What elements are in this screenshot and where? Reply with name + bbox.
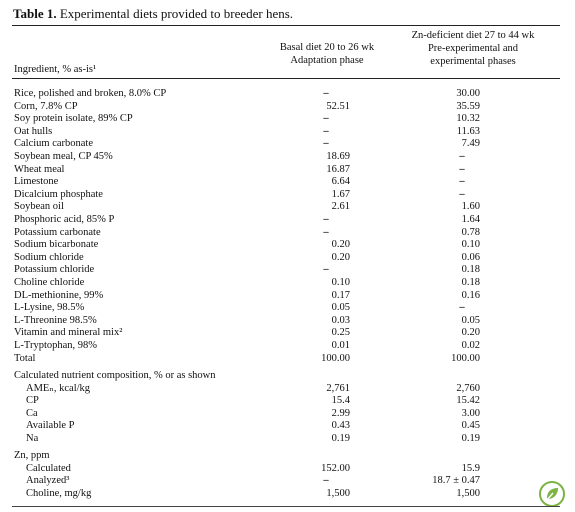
basal-column-header: Basal diet 20 to 26 wk Adaptation phase — [279, 42, 375, 66]
table-row — [0, 252, 575, 265]
row-label: Analyzed³ — [26, 475, 70, 487]
table-row — [0, 113, 575, 126]
table-row — [0, 408, 575, 421]
basal-value: 15.4 — [331, 395, 350, 407]
zn-value: 1.60 — [461, 201, 480, 213]
zn-value: 0.02 — [461, 340, 480, 351]
basal-value: 18.69 — [326, 151, 350, 162]
row-label: Rice, polished and broken, 8.0% CP — [14, 88, 167, 99]
row-label: Soybean oil — [14, 201, 64, 213]
table-row — [0, 353, 575, 366]
table-row — [0, 151, 575, 164]
table-row — [0, 214, 575, 227]
zn-value: 1.64 — [461, 214, 480, 225]
table-row — [0, 340, 575, 353]
basal-value: – — [323, 264, 329, 276]
row-label: Calculated — [26, 462, 71, 474]
zn-value: 0.16 — [461, 289, 480, 301]
zn-value: 0.19 — [461, 433, 480, 444]
zn-value: 30.00 — [456, 88, 480, 99]
basal-value: 100.00 — [321, 352, 350, 364]
leaf-badge-icon[interactable] — [539, 481, 565, 507]
row-label: AMEₙ, kcal/kg — [26, 382, 91, 394]
basal-value: 0.43 — [331, 420, 350, 432]
zn-value: 3.00 — [461, 407, 480, 419]
row-label: Potassium carbonate — [14, 226, 101, 238]
zn-value: 100.00 — [451, 352, 480, 364]
top-rule — [12, 25, 560, 26]
basal-value: – — [323, 226, 329, 238]
basal-value: – — [323, 138, 329, 150]
basal-value: – — [323, 113, 329, 125]
row-label: Calcium carbonate — [14, 138, 94, 150]
table-row — [0, 463, 575, 476]
zn-value: 1,500 — [456, 487, 480, 499]
row-label: Sodium bicarbonate — [14, 239, 99, 251]
row-label: Dicalcium phosphate — [14, 188, 103, 200]
basal-value: 6.64 — [331, 176, 350, 188]
table-row — [0, 227, 575, 240]
zn-value: 7.49 — [461, 138, 480, 150]
basal-value: 0.03 — [331, 314, 350, 326]
table-row — [0, 315, 575, 328]
basal-value: 0.25 — [331, 327, 350, 339]
zn-value: – — [459, 188, 465, 200]
zn-value: 0.06 — [461, 251, 480, 263]
basal-value: 1.67 — [331, 188, 350, 200]
table-row — [0, 488, 575, 501]
zn-value: 18.7 ± 0.47 — [432, 475, 480, 487]
basal-value: 2.61 — [331, 201, 350, 213]
table-row — [0, 88, 575, 101]
basal-value: 0.20 — [331, 251, 350, 263]
basal-value: 0.20 — [331, 239, 350, 251]
table-row — [0, 264, 575, 277]
basal-value: 1,500 — [326, 487, 350, 499]
table-title: Table 1. Experimental diets provided to breeder hens. — [13, 6, 294, 21]
zn-value: 0.45 — [461, 420, 480, 432]
table-row — [0, 420, 575, 433]
row-label: Oat hulls — [14, 125, 53, 137]
zn-value: 2,760 — [456, 382, 480, 394]
table-row — [0, 101, 575, 114]
zn-value: – — [459, 163, 465, 175]
zn-value: 0.18 — [461, 277, 480, 288]
basal-value: – — [323, 88, 329, 99]
row-label: Soy protein isolate, 89% CP — [14, 113, 133, 125]
table-row — [0, 290, 575, 303]
basal-value: 0.17 — [331, 289, 350, 301]
table-row — [0, 302, 575, 315]
table-row — [0, 450, 575, 463]
basal-value: 16.87 — [326, 163, 350, 175]
row-label: Available P — [26, 420, 75, 432]
basal-value: – — [323, 475, 329, 487]
ingredient-column-header: Ingredient, % as-is¹ — [14, 64, 97, 75]
table-row — [0, 164, 575, 177]
zn-value: 10.32 — [456, 113, 480, 125]
table-row — [0, 277, 575, 290]
basal-value: 52.51 — [326, 100, 350, 112]
zn-value: – — [459, 151, 465, 162]
zn-value: 0.20 — [461, 327, 480, 339]
basal-value: 0.10 — [331, 277, 350, 288]
zn-value: 35.59 — [456, 100, 480, 112]
bottom-rule — [12, 506, 560, 507]
table-row — [0, 327, 575, 340]
row-label: Phosphoric acid, 85% P — [14, 214, 115, 225]
row-label: Soybean meal, CP 45% — [14, 151, 113, 162]
basal-value: 2,761 — [326, 382, 350, 394]
row-label: Potassium chloride — [14, 264, 95, 276]
row-label: Limestone — [14, 176, 59, 188]
table-row — [0, 370, 575, 383]
zn-value: 0.05 — [461, 314, 480, 326]
basal-value: 2.99 — [331, 407, 350, 419]
row-label: Zn, ppm — [14, 450, 50, 461]
row-label: L-Tryptophan, 98% — [14, 340, 98, 351]
row-label: Corn, 7.8% CP — [14, 100, 78, 112]
row-label: L-Threonine 98.5% — [14, 314, 97, 326]
basal-value: 0.05 — [331, 302, 350, 314]
zn-value: – — [459, 176, 465, 188]
zn-value: 15.9 — [461, 462, 480, 474]
table-row — [0, 239, 575, 252]
zn-value: 15.42 — [456, 395, 480, 407]
row-label: L-Lysine, 98.5% — [14, 302, 85, 314]
basal-value: 0.19 — [331, 433, 350, 444]
zn-value: 0.78 — [461, 226, 480, 238]
row-label: Total — [14, 352, 36, 364]
row-label: Choline chloride — [14, 277, 85, 288]
row-label: Na — [26, 433, 39, 444]
zn-value: – — [459, 302, 465, 314]
table-row — [0, 126, 575, 139]
table-row — [0, 201, 575, 214]
zn-value: 0.18 — [461, 264, 480, 276]
basal-value: 152.00 — [321, 462, 350, 474]
table-row — [0, 475, 575, 488]
table-row — [0, 433, 575, 446]
basal-value: 0.01 — [331, 340, 350, 351]
table-row — [0, 176, 575, 189]
zn-value: 11.63 — [456, 125, 480, 137]
header-rule — [12, 78, 560, 79]
table-row — [0, 138, 575, 151]
zn-column-header: Zn-deficient diet 27 to 44 wk Pre-experimental and experimental phases — [411, 30, 535, 67]
row-label: Vitamin and mineral mix² — [14, 327, 123, 339]
basal-value: – — [323, 125, 329, 137]
row-label: Wheat meal — [14, 163, 65, 175]
table-row — [0, 395, 575, 408]
basal-value: – — [323, 214, 329, 225]
row-label: DL-methionine, 99% — [14, 289, 104, 301]
row-label: Choline, mg/kg — [26, 487, 92, 499]
table-row — [0, 189, 575, 202]
row-label: Calculated nutrient composition, % or as shown — [14, 370, 216, 381]
table-row — [0, 383, 575, 396]
row-label: Ca — [26, 407, 38, 419]
zn-value: 0.10 — [461, 239, 480, 251]
row-label: Sodium chloride — [14, 251, 84, 263]
row-label: CP — [26, 395, 39, 407]
